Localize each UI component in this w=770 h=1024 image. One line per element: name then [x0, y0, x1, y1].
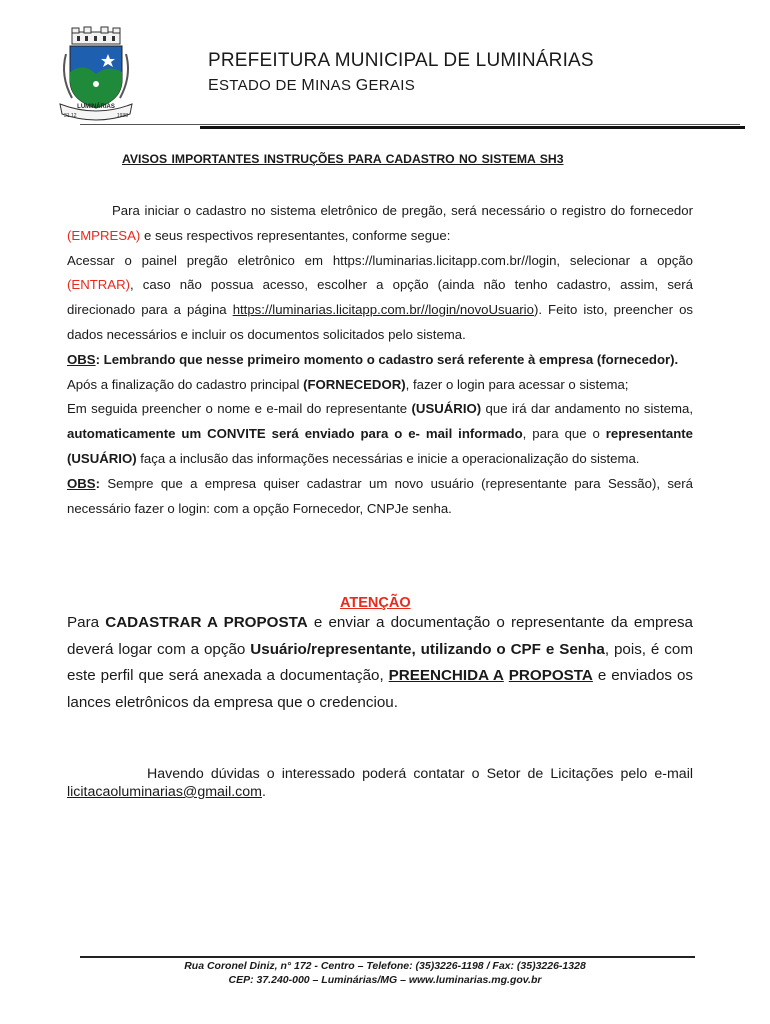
text: que irá dar andamento no sistema, [481, 401, 693, 417]
header-divider-thin [80, 124, 740, 125]
bold-proposta: PROPOSTA [508, 667, 593, 684]
highlight-entrar: (ENTRAR) [67, 277, 131, 293]
text: ). Feito isto, preencher os dados necessários e incluir os documentos solicitados pelo sistema. [67, 302, 693, 342]
paragraph-access [67, 249, 693, 348]
bold-preenchida: PREENCHIDA A [388, 667, 504, 684]
text: faça a inclusão das informações necessárias e inicie a operacionalização do sistema. [136, 450, 640, 466]
paragraph-obs-1 [67, 348, 693, 373]
text: : Lembrando que nesse primeiro momento o cadastro será referente à empresa (fornecedor). [95, 351, 679, 367]
subtitle-cap-g: G [355, 77, 369, 94]
text: Acessar o painel pregão eletrônico em https://luminarias.licitapp.com.br//login, selecionar a opção [67, 252, 693, 268]
header-subtitle [208, 77, 415, 95]
subtitle-cap-m: M [301, 77, 316, 94]
text: Para iniciar o cadastro no sistema eletrônico de pregão, será necessário o registro do fornecedor [112, 203, 693, 218]
footer-address: Rua Coronel Diniz, n° 172 - Centro – Telefone: (35)3226-1198 / Fax: (35)3226-1328 [184, 960, 586, 972]
text: Sempre que a empresa quiser cadastrar um novo usuário (representante para Sessão), será necessário fazer o login: com a opção Fornecedor, CNPJe senha. [67, 475, 693, 516]
text: Para [67, 614, 106, 631]
subtitle-cap-e: E [208, 77, 219, 94]
text: . [261, 784, 266, 800]
paragraph-intro [67, 199, 693, 249]
header-divider-thick [200, 126, 745, 129]
text: Havendo dúvidas o interessado poderá contatar o Setor de Licitações pelo e-mail [147, 766, 693, 782]
text: e enviados os lances eletrônicos da empresa que o credenciou. [67, 667, 693, 711]
bold-representante: representante (USUÁRIO) [67, 426, 693, 466]
crest-date-left: 31.12 [64, 113, 77, 119]
obs-label: OBS [67, 475, 96, 491]
paragraph-representative [67, 397, 693, 471]
highlight-empresa: (EMPRESA) [67, 227, 141, 243]
bold-cadastrar: CADASTRAR A PROPOSTA [105, 614, 308, 631]
bold-usuario: (USUÁRIO) [411, 401, 482, 417]
municipal-coat-of-arms-icon [58, 26, 134, 122]
text: e seus respectivos representantes, conforme segue: [140, 227, 451, 243]
text: , para que o [522, 426, 606, 442]
footer-divider [80, 956, 695, 958]
bold-convite: automaticamente um CONVITE será enviado para o e- mail informado [67, 426, 523, 442]
attention-heading: ATENÇÃO [340, 595, 411, 611]
contact-email-link[interactable]: licitacaoluminarias@gmail.com [67, 784, 262, 800]
footer-cep-website: CEP: 37.240-000 – Luminárias/MG – www.luminarias.mg.gov.br [228, 974, 542, 986]
obs-label: OBS [67, 351, 96, 367]
text: , caso não possua acesso, escolher a opção (ainda não tenho cadastro, assim, será direcionado para a página [67, 277, 693, 318]
paragraph-after-registration [67, 373, 693, 398]
text: : [95, 475, 100, 491]
subtitle-part-1: STADO DE [218, 77, 302, 94]
text: Após a finalização do cadastro principal [67, 376, 304, 392]
registration-link[interactable]: https://luminarias.licitapp.com.br//login/novoUsuario [232, 302, 534, 318]
subtitle-part-2: INAS [315, 77, 356, 94]
proposal-text [67, 610, 693, 716]
paragraph-obs-2 [67, 472, 693, 522]
text: , pois, é com este perfil que será anexada a documentação, [67, 640, 693, 684]
text: Em seguida preencher o nome e e-mail do representante [67, 401, 412, 417]
proposal-paragraph [67, 610, 693, 716]
crest-date-right: 1938 [116, 113, 128, 119]
text: e enviar a documentação o representante da empresa deverá logar com a opção [67, 614, 693, 658]
crest-name-label: LUMINÁRIAS [77, 104, 115, 110]
instructions-body [67, 199, 693, 521]
bold-fornecedor: (FORNECEDOR) [303, 376, 406, 392]
contact-paragraph [67, 765, 693, 801]
bold-usuario-representante: Usuário/representante, utilizando o CPF e Senha [250, 640, 605, 658]
header-title: PREFEITURA MUNICIPAL DE LUMINÁRIAS [208, 50, 594, 71]
text: , fazer o login para acessar o sistema; [405, 376, 629, 392]
subtitle-part-3: ERAIS [368, 77, 416, 94]
notice-title: AVISOS IMPORTANTES INSTRUÇÕES PARA CADASTRO NO SISTEMA SH3 [122, 152, 564, 166]
